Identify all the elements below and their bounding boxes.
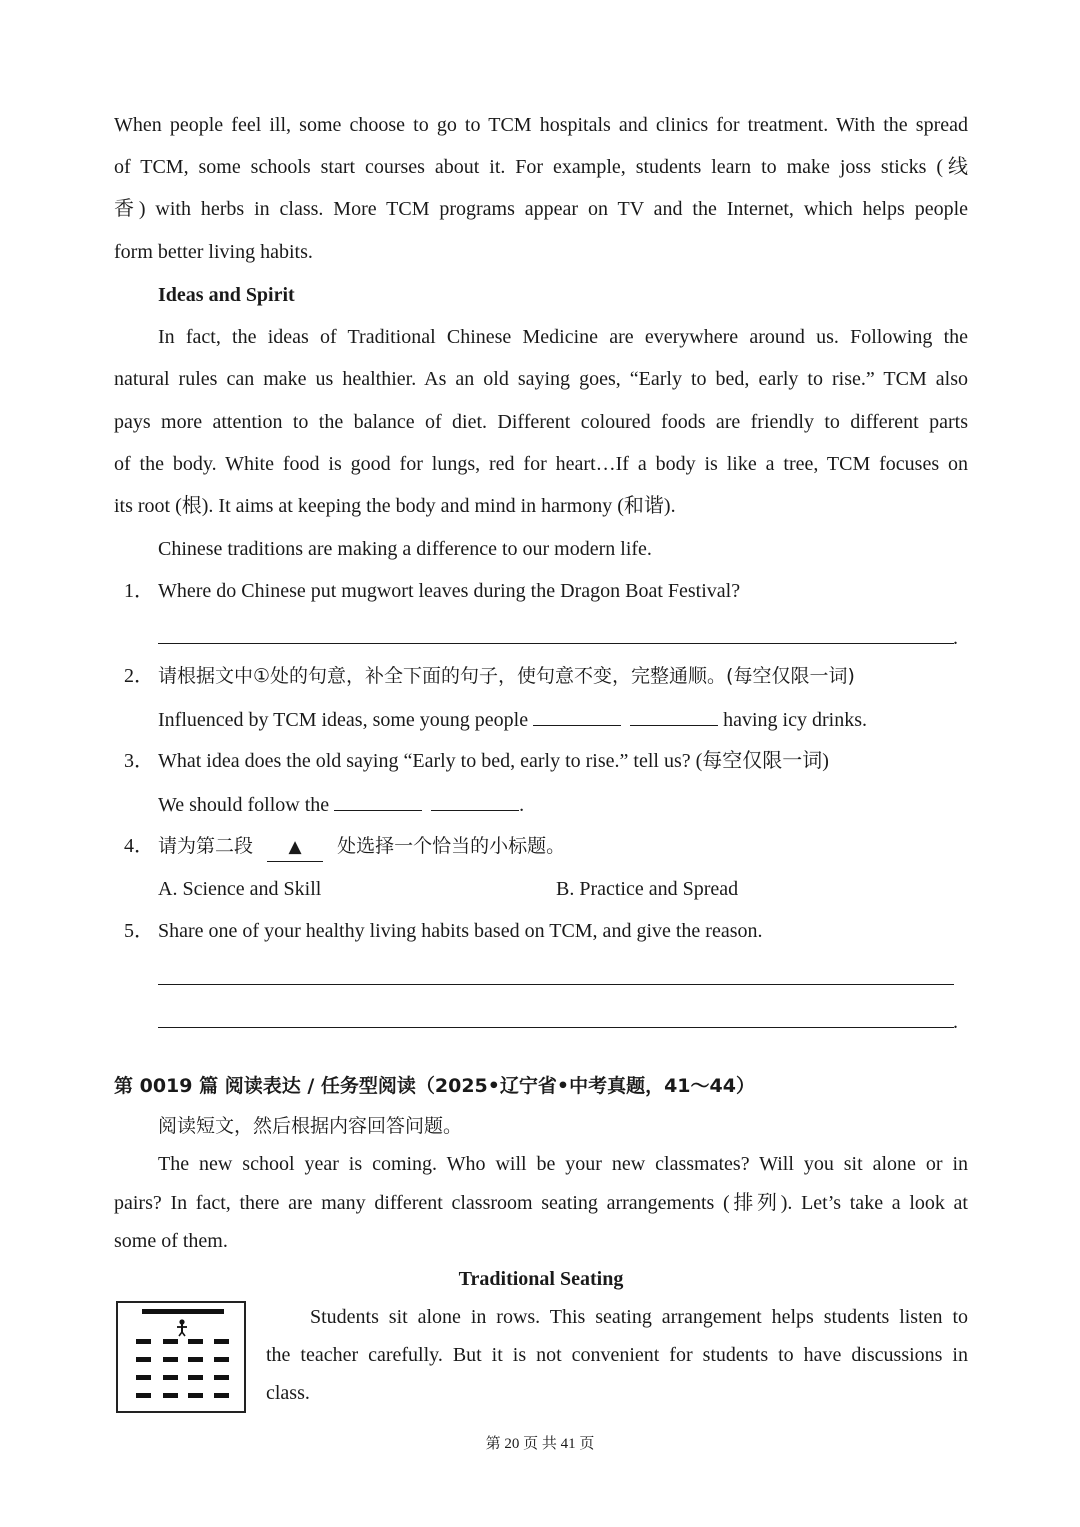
text-before: 请为第二段 <box>158 835 254 857</box>
option-a[interactable]: A. Science and Skill <box>158 878 322 900</box>
sentence-after: having icy drinks. <box>723 709 867 731</box>
question-3-sentence <box>158 790 524 819</box>
question-3-text: What idea does the old saying “Early to bed, early to rise.” tell us? (每空仅限一词) <box>158 750 829 772</box>
question-2-text: 请根据文中①处的句意，补全下面的句子，使句意不变，完整通顺。(每空仅限一词) <box>158 665 855 687</box>
option-b[interactable]: B. Practice and Spread <box>556 878 739 900</box>
passage-line: 香) with herbs in class. More TCM programs appear on TV and the Internet, which helps people <box>114 198 968 220</box>
answer-blank[interactable] <box>630 705 718 726</box>
passage-line: natural rules can make us healthier. As an old saying goes, “Early to bed, early to rise.” TCM also <box>114 368 968 390</box>
instruction: 阅读短文，然后根据内容回答问题。 <box>158 1115 463 1137</box>
passage-line: of the body. White food is good for lungs, red for heart…If a body is like a tree, TCM focuses on <box>114 453 968 475</box>
answer-blank[interactable] <box>431 790 519 811</box>
question-number: 2． <box>124 665 154 687</box>
sentence-after: . <box>519 794 525 816</box>
intro-line: pairs? In fact, there are many different classroom seating arrangements (排列). Let’s take a look at <box>114 1192 968 1214</box>
seating-text-line: the teacher carefully. But it is not convenient for students to have discussions in <box>266 1344 968 1366</box>
traditional-seating-icon <box>118 1303 244 1411</box>
answer-end-mark: . <box>953 627 958 649</box>
answer-blank[interactable] <box>533 705 621 726</box>
passage-line: In fact, the ideas of Traditional Chinese Medicine are everywhere around us. Following the <box>158 326 968 348</box>
section-title: Ideas and Spirit <box>158 284 295 306</box>
question-2-sentence <box>158 705 867 734</box>
answer-end-mark: . <box>953 1011 958 1033</box>
passage-line: form better living habits. <box>114 241 313 263</box>
question-number: 5． <box>124 920 154 942</box>
question-number: 1． <box>124 580 154 602</box>
answer-line-1[interactable] <box>158 643 954 644</box>
question-5-text: Share one of your healthy living habits based on TCM, and give the reason. <box>158 920 763 942</box>
intro-line: some of them. <box>114 1230 228 1252</box>
passage-line: Chinese traditions are making a difference to our modern life. <box>158 538 652 560</box>
seating-diagram <box>116 1301 246 1413</box>
page-footer: 第 20 页 共 41 页 <box>485 1436 595 1452</box>
intro-line: The new school year is coming. Who will be your new classmates? Will you sit alone or in <box>158 1153 968 1175</box>
subtitle: Traditional Seating <box>458 1268 624 1290</box>
answer-line-5b[interactable] <box>158 1027 954 1028</box>
question-1-text: Where do Chinese put mugwort leaves during the Dragon Boat Festival? <box>158 580 741 602</box>
section-heading: 第 0019 篇 阅读表达 / 任务型阅读（2025•辽宁省•中考真题，41～44） <box>114 1075 755 1097</box>
seating-text-line: class. <box>266 1382 310 1404</box>
passage-line: pays more attention to the balance of diet. Different coloured foods are friendly to different parts <box>114 411 968 433</box>
passage-line: its root (根). It aims at keeping the body and mind in harmony (和谐). <box>114 495 676 517</box>
question-4-text <box>158 832 565 862</box>
sentence-before: We should follow the <box>158 794 330 816</box>
triangle-marker-icon: ▲ <box>267 833 323 862</box>
sentence-before: Influenced by TCM ideas, some young people <box>158 709 529 731</box>
answer-blank[interactable] <box>334 790 422 811</box>
passage-line: When people feel ill, some choose to go to TCM hospitals and clinics for treatment. With the spread <box>114 114 968 136</box>
seating-text-line: Students sit alone in rows. This seating arrangement helps students listen to <box>310 1306 968 1328</box>
passage-line: of TCM, some schools start courses about it. For example, students learn to make joss sticks (线 <box>114 156 968 178</box>
question-number: 3． <box>124 750 154 772</box>
answer-line-5a[interactable] <box>158 984 954 985</box>
question-number: 4． <box>124 835 154 857</box>
text-after: 处选择一个恰当的小标题。 <box>337 835 566 857</box>
